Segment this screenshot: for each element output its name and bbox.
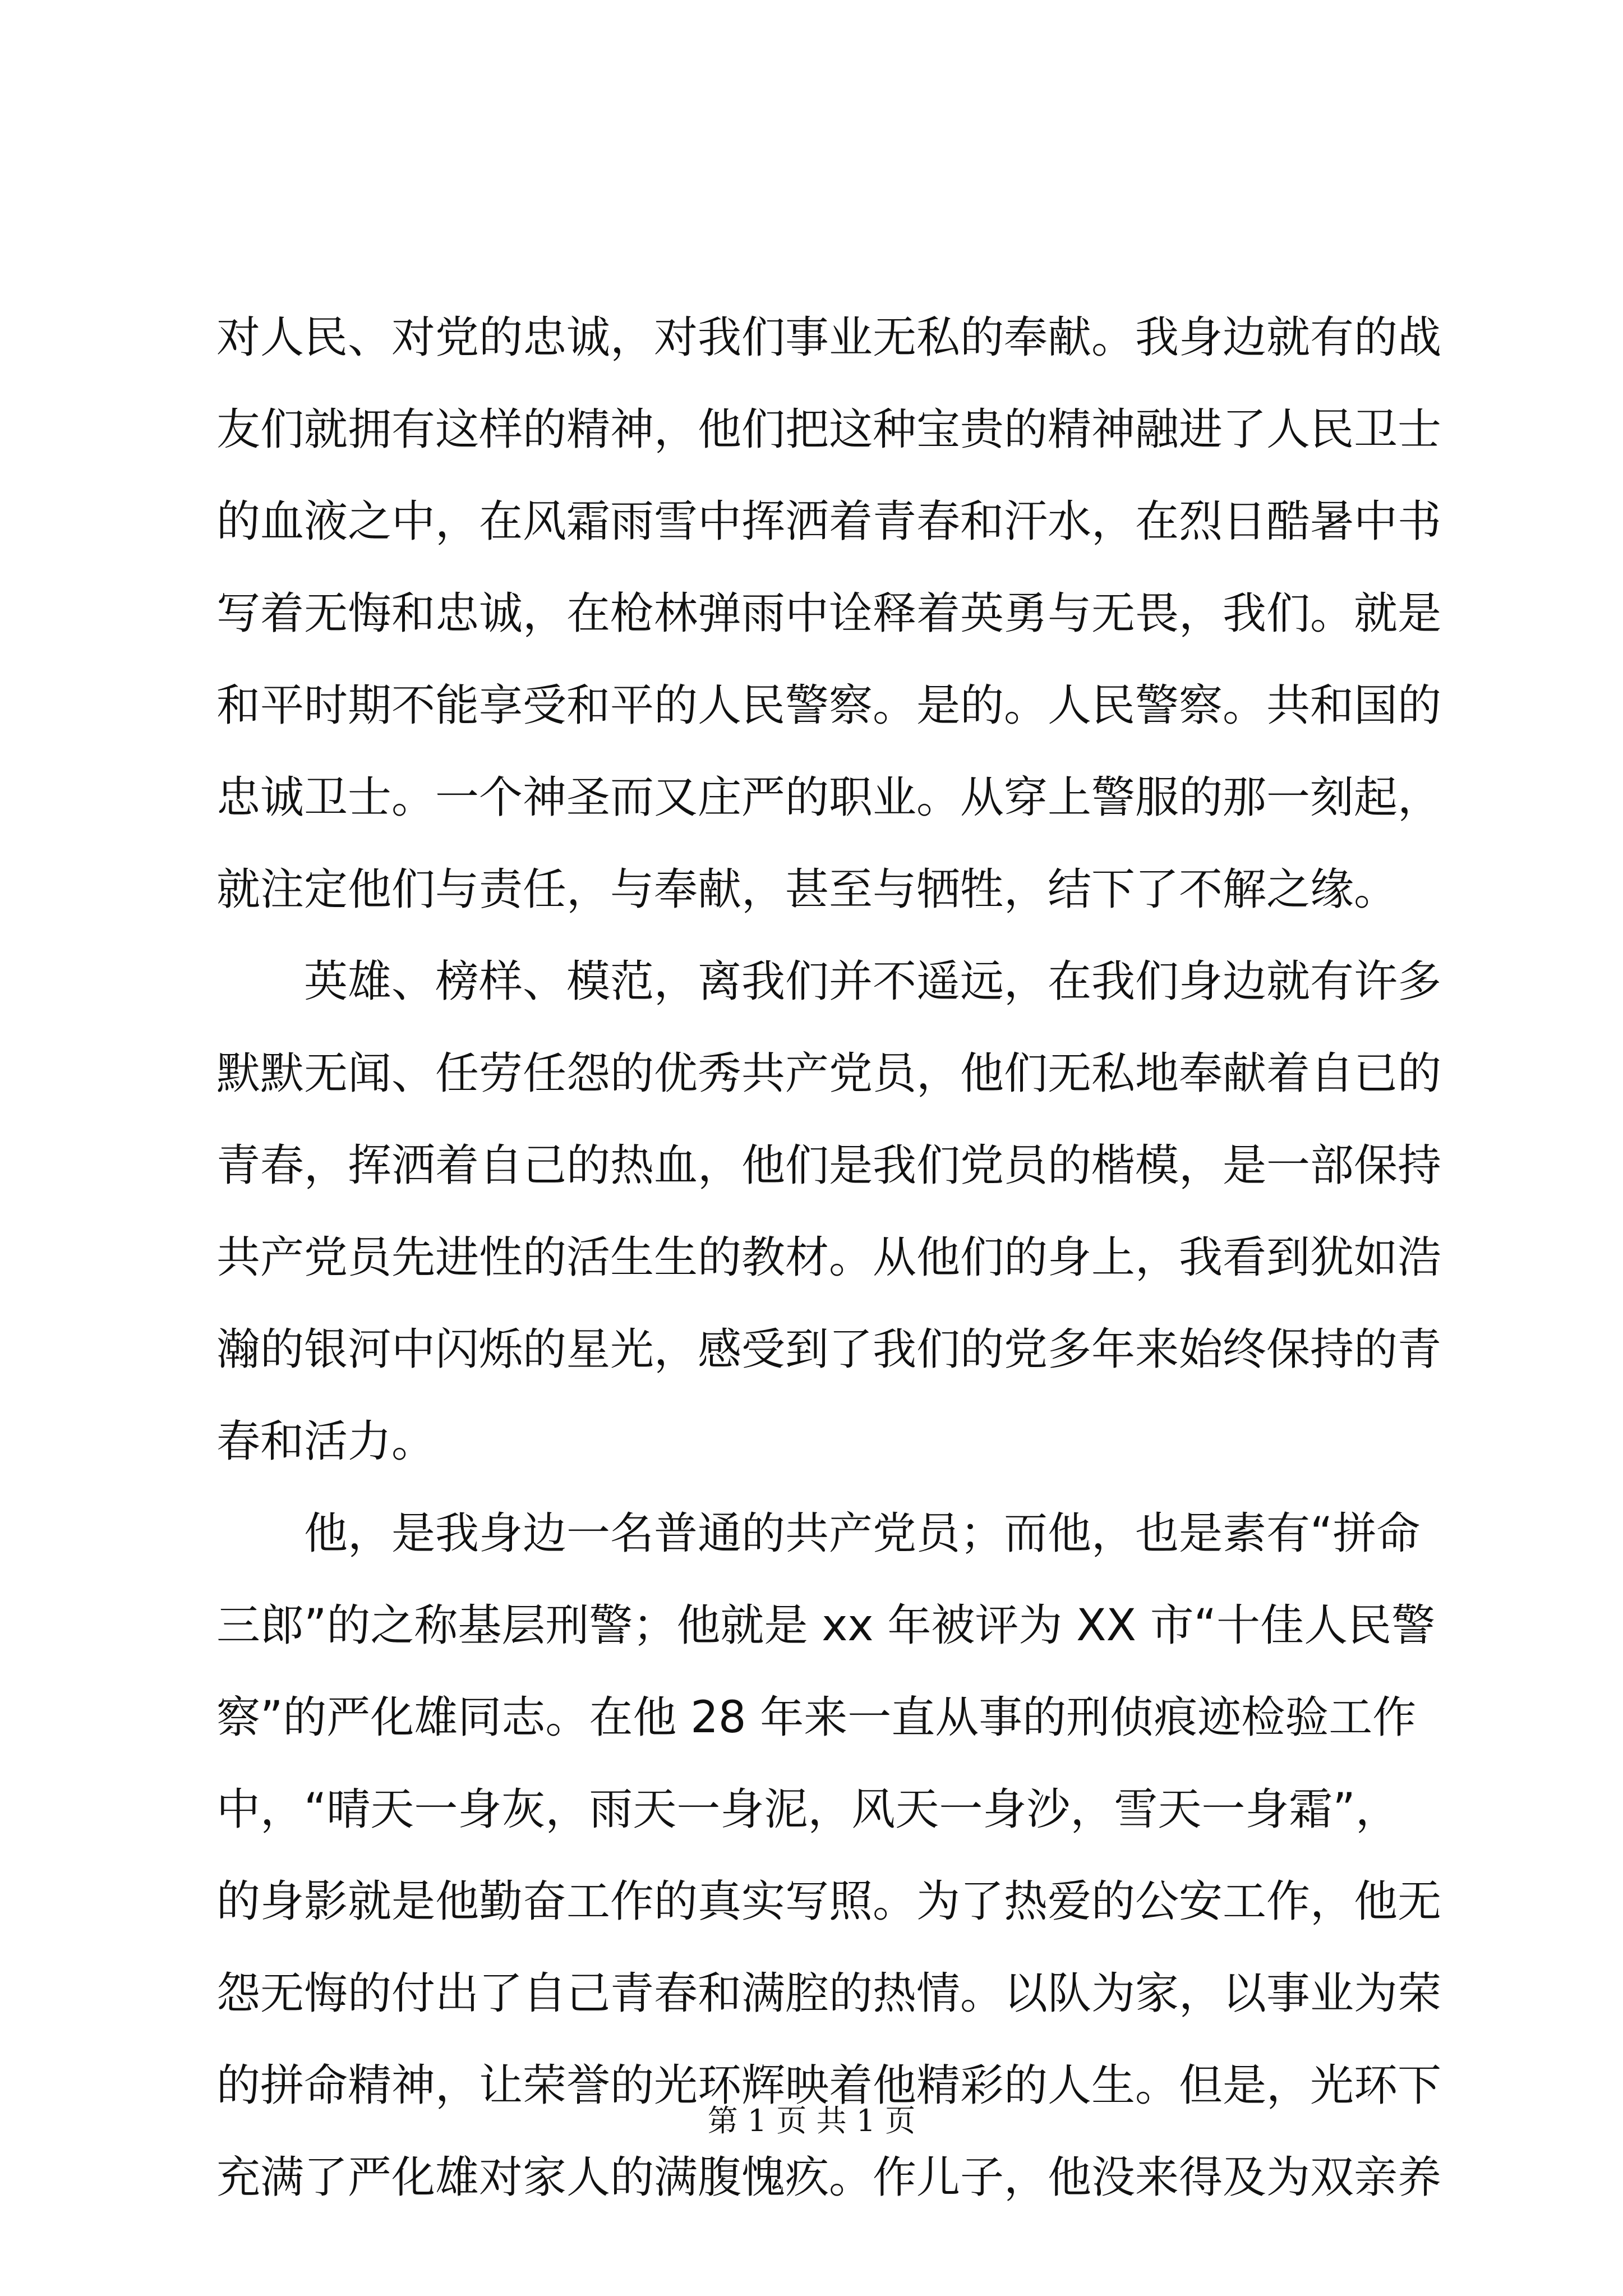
text-line: 春和活力。 (216, 1416, 436, 1467)
text-line: 和平时期不能享受和平的人民警察。是的。人民警察。共和国的 (216, 680, 1442, 731)
text-line: 写着无悔和忠诚，在枪林弹雨中诠释着英勇与无畏，我们。就是 (216, 588, 1442, 639)
text-line: 三郎”的之称基层刑警；他就是 xx 年被评为 XX 市“十佳人民警 (216, 1600, 1436, 1651)
text-line: 怨无悔的付出了自己青春和满腔的热情。以队为家，以事业为荣 (216, 1968, 1442, 2019)
page-footer: 第 1 页 共 1 页 (707, 2103, 916, 2138)
text-line: 察”的严化雄同志。在他 28 年来一直从事的刑侦痕迹检验工作 (216, 1692, 1417, 1743)
text-line: 青春，挥洒着自己的热血，他们是我们党员的楷模，是一部保持 (216, 1140, 1442, 1191)
text-line: 瀚的银河中闪烁的星光，感受到了我们的党多年来始终保持的青 (216, 1324, 1442, 1375)
text-line: 英雄、榜样、模范，离我们并不遥远，在我们身边就有许多 (304, 956, 1442, 1007)
text-line: 就注定他们与责任，与奉献，甚至与牺牲，结下了不解之缘。 (216, 864, 1398, 915)
text-line: 充满了严化雄对家人的满腹愧疚。作儿子，他没来得及为双亲养 (216, 2152, 1442, 2203)
text-line: 对人民、对党的忠诚，对我们事业无私的奉献。我身边就有的战 (216, 312, 1442, 363)
text-line: 的血液之中，在风霜雨雪中挥洒着青春和汗水，在烈日酷暑中书 (216, 496, 1442, 547)
body-text (216, 292, 1442, 2224)
text-line: 的身影就是他勤奋工作的真实写照。为了热爱的公安工作，他无 (216, 1876, 1442, 1927)
text-line: 的拼命精神，让荣誉的光环辉映着他精彩的人生。但是，光环下 (216, 2060, 1442, 2111)
text-line: 默默无闻、任劳任怨的优秀共产党员，他们无私地奉献着自已的 (216, 1048, 1442, 1099)
text-line: 友们就拥有这样的精神，他们把这种宝贵的精神融进了人民卫士 (216, 404, 1442, 455)
text-line: 共产党员先进性的活生生的教材。从他们的身上，我看到犹如浩 (216, 1232, 1442, 1283)
text-line: 中，“晴天一身灰，雨天一身泥，风天一身沙，雪天一身霜”， (216, 1784, 1399, 1835)
text-line: 忠诚卫士。一个神圣而又庄严的职业。从穿上警服的那一刻起， (216, 772, 1442, 823)
text-line: 他，是我身边一名普通的共产党员；而他，也是素有“拼命 (304, 1508, 1421, 1559)
